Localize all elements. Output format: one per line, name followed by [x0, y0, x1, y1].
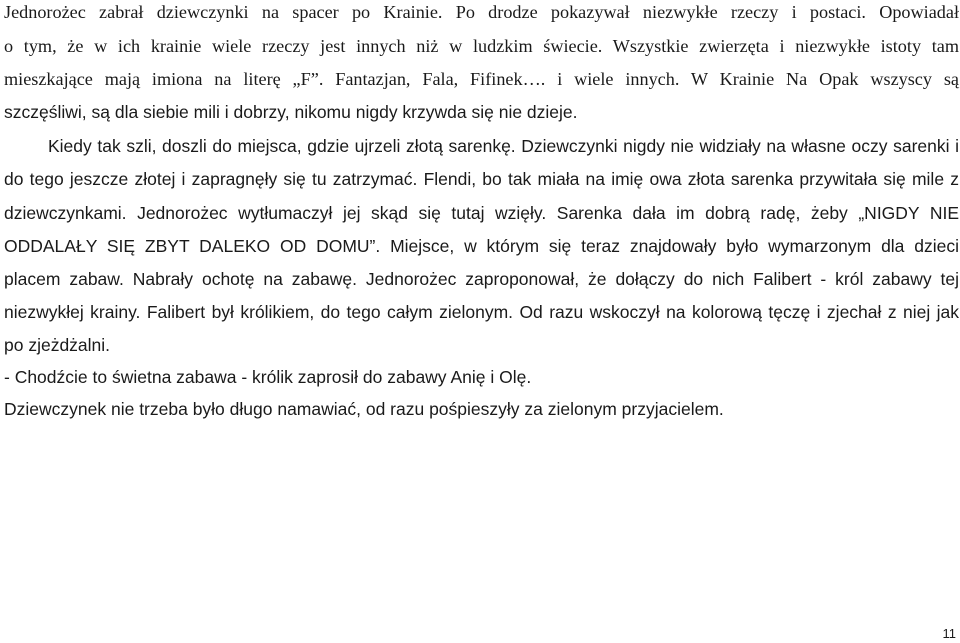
text-line-11: po zjeżdżalni.	[4, 335, 111, 355]
text-line-3: mieszkające mają imiona na literę „F”. Fantazjan, Fala, Fifinek…. i wiele innych. W Krainie Na Opak wszyscy są	[4, 69, 959, 89]
text-line-6: do tego jeszcze złotej i zapragnęły się tu zatrzymać. Flendi, bo tak miała na imię owa złota sarenka przywitała się mile z	[4, 169, 959, 189]
text-line-13: Dziewczynek nie trzeba było długo namawiać, od razu pośpieszyły za zielonym przyjacielem.	[4, 399, 724, 419]
text-line-10: niezwykłej krainy. Falibert był królikiem, do tego całym zielonym. Od razu wskoczył na kolorową tęczę i zjechał z niej jak	[4, 302, 959, 322]
text-line-9: placem zabaw. Nabrały ochotę na zabawę. Jednorożec zaproponował, że dołączy do nich Falibert - król zabawy tej	[4, 269, 959, 289]
text-line-8: ODDALAŁY SIĘ ZBYT DALEKO OD DOMU”. Miejsce, w którym się teraz znajdowały było wymarzonym dla dzieci	[4, 236, 959, 256]
page-number: 11	[942, 626, 956, 641]
text-line-7: dziewczynkami. Jednorożec wytłumaczył jej skąd się tutaj wzięły. Sarenka dała im dobrą radę, żeby „NIGDY NIE	[4, 203, 959, 223]
text-line-1: Jednorożec zabrał dziewczynki na spacer po Krainie. Po drodze pokazywał niezwykłe rzeczy i postaci. Opowiadał	[4, 2, 959, 22]
text-line-5: Kiedy tak szli, doszli do miejsca, gdzie ujrzeli złotą sarenkę. Dziewczynki nigdy nie widziały na własne oczy sarenki i	[48, 136, 959, 156]
text-line-12: - Chodźcie to świetna zabawa - królik zaprosił do zabawy Anię i Olę.	[4, 367, 532, 387]
text-line-4: szczęśliwi, są dla siebie mili i dobrzy, nikomu nigdy krzywda się nie dzieje.	[4, 102, 578, 122]
text-line-2: o tym, że w ich krainie wiele rzeczy jest innych niż w ludzkim świecie. Wszystkie zwierzęta i niezwykłe istoty tam	[4, 36, 959, 56]
